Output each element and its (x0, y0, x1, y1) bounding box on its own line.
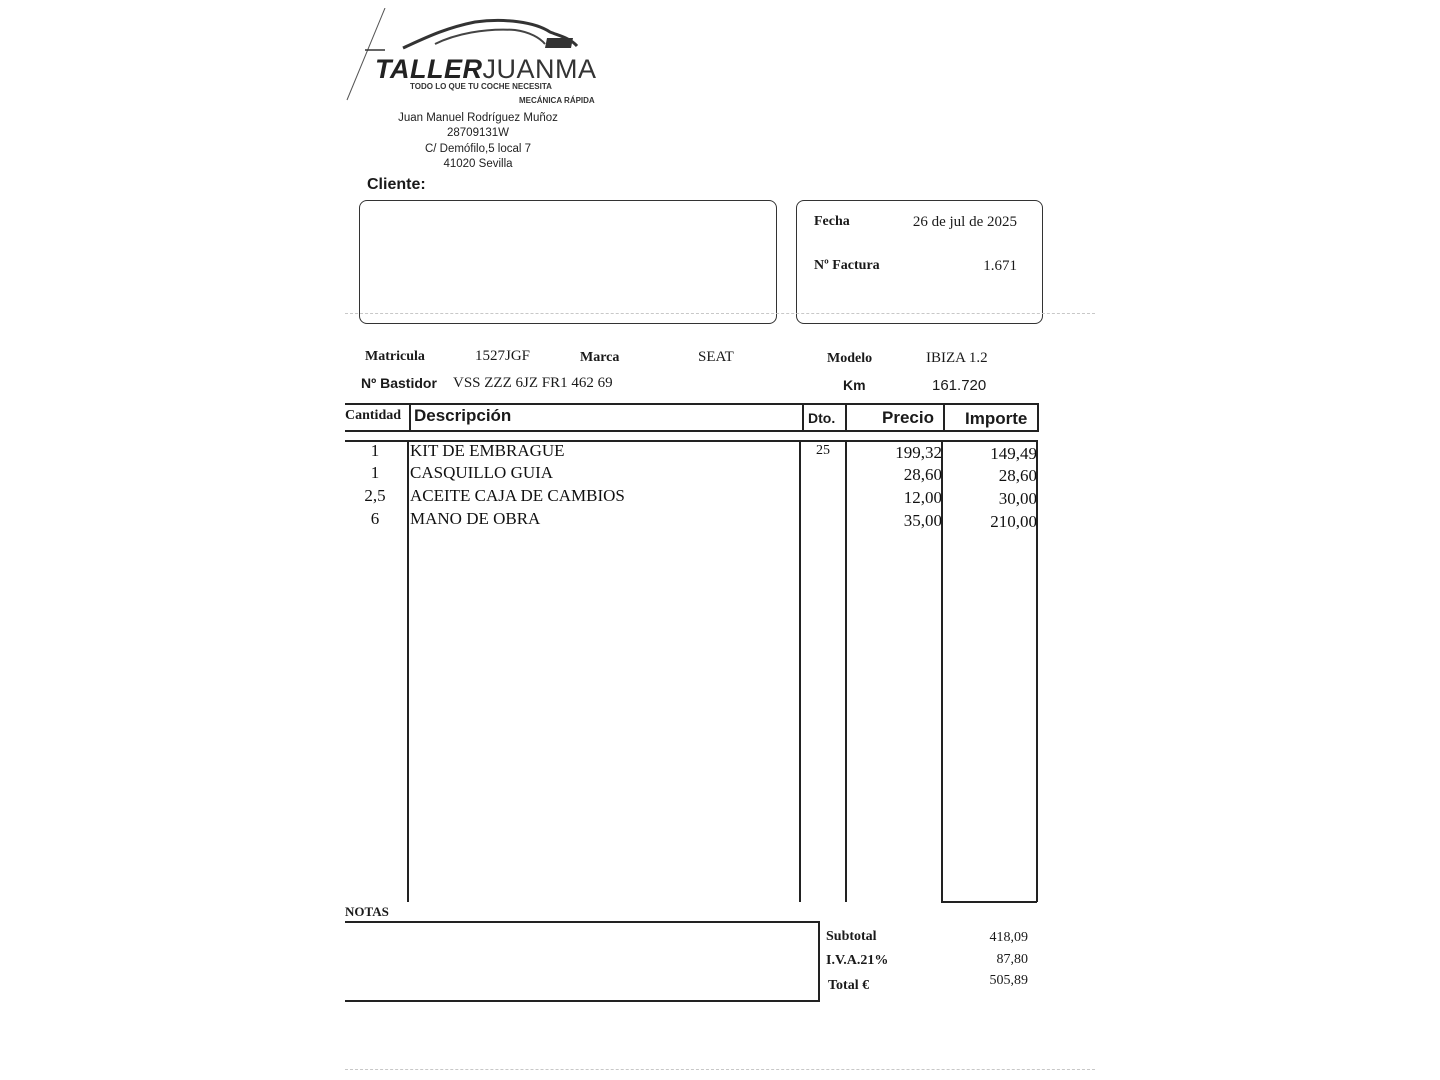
row-description: MANO DE OBRA (410, 509, 541, 528)
date-value: 26 de jul de 2025 (912, 214, 1017, 230)
vat-label: I.V.A.21% (826, 953, 889, 968)
row-description: KIT DE EMBRAGUE (410, 441, 565, 460)
notes-label: NOTAS (345, 904, 389, 919)
logo-tagline: TODO LO QUE TU COCHE NECESITA (410, 82, 552, 91)
vin-value: VSS ZZZ 6JZ FR1 462 69 (453, 375, 613, 391)
row-amount: 30,00 (998, 489, 1037, 508)
logo-bold-text: TALLER (375, 54, 483, 84)
row-price: 12,00 (903, 488, 942, 507)
row-amount: 210,00 (990, 512, 1037, 531)
invoice-number-label: Nº Factura (814, 258, 880, 273)
company-city: 41020 Sevilla (443, 158, 513, 170)
brand-value: SEAT (698, 349, 734, 365)
km-value: 161.720 (932, 377, 987, 394)
column-header-amount: Importe (965, 409, 1028, 428)
row-discount: 25 (816, 443, 830, 458)
company-owner: Juan Manuel Rodríguez Muñoz (398, 112, 558, 124)
client-label: Cliente: (367, 176, 426, 193)
logo-thin-text: JUANMA (482, 54, 597, 84)
row-description: CASQUILLO GUIA (410, 463, 554, 482)
row-price: 199,32 (895, 443, 942, 462)
fold-line-top (345, 313, 1095, 314)
company-street: C/ Demófilo,5 local 7 (424, 143, 532, 155)
column-header-quantity: Cantidad (345, 408, 402, 423)
column-header-price: Precio (882, 408, 934, 427)
brand-label: Marca (580, 350, 620, 365)
km-label: Km (843, 377, 866, 393)
model-value: IBIZA 1.2 (926, 350, 988, 366)
company-logo (345, 8, 615, 103)
date-label: Fecha (814, 214, 850, 229)
row-price: 28,60 (903, 465, 942, 484)
company-nif: 28709131W (446, 127, 510, 139)
row-quantity: 1 (370, 441, 380, 460)
model-label: Modelo (827, 351, 873, 366)
subtotal-label: Subtotal (826, 929, 877, 944)
row-quantity: 2,5 (364, 486, 386, 505)
row-quantity: 6 (370, 509, 380, 528)
plate-label: Matricula (365, 349, 425, 364)
column-header-description: Descripción (414, 406, 512, 425)
client-box (359, 200, 777, 324)
row-description: ACEITE CAJA DE CAMBIOS (410, 486, 625, 505)
invoice-number-value: 1.671 (983, 258, 1017, 274)
row-quantity: 1 (370, 463, 380, 482)
fold-line-bottom (345, 1069, 1095, 1070)
logo-subtitle: MECÁNICA RÁPIDA (519, 96, 595, 105)
vin-label: Nº Bastidor (361, 375, 437, 391)
column-header-discount: Dto. (808, 410, 836, 426)
vat-value: 87,80 (996, 952, 1028, 967)
row-price: 35,00 (903, 511, 942, 530)
row-amount: 149,49 (990, 444, 1037, 463)
row-amount: 28,60 (998, 466, 1037, 485)
plate-value: 1527JGF (475, 348, 531, 364)
invoice-info-box (796, 200, 1043, 324)
total-label: Total € (828, 978, 870, 993)
total-value: 505,89 (989, 973, 1028, 988)
subtotal-value: 418,09 (989, 930, 1028, 945)
